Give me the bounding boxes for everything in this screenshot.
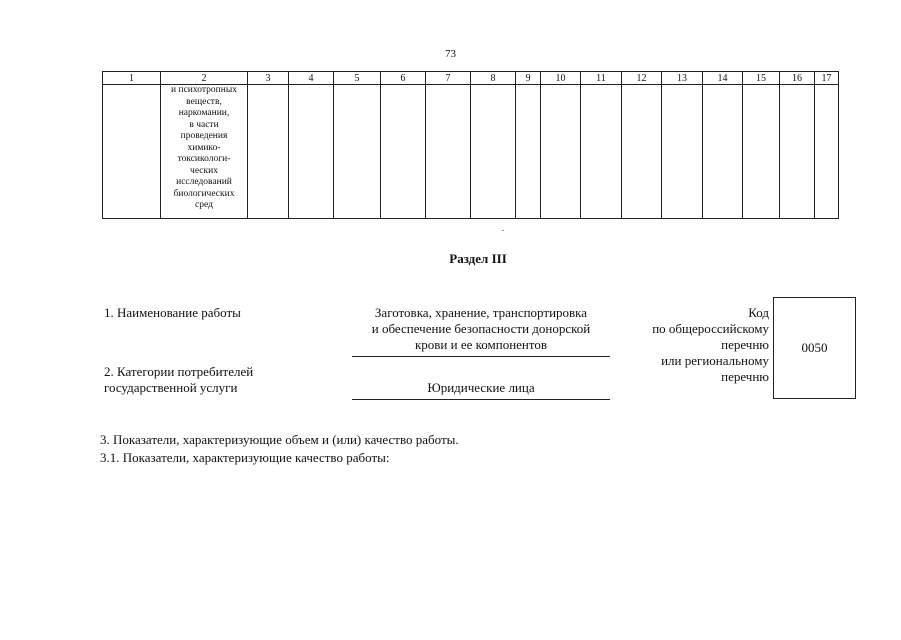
cell-text-line: биологических: [173, 188, 235, 199]
code-label-line: перечню: [721, 337, 769, 352]
table-cell: [248, 85, 289, 219]
table-cell: [815, 85, 839, 219]
cell-text-line: наркомании,: [178, 108, 230, 118]
consumers-value: Юридические лица: [427, 380, 535, 395]
column-header: 12: [622, 72, 662, 85]
table-cell: [103, 85, 161, 219]
cell-text-line: веществ,: [186, 96, 222, 107]
consumers-underline: [352, 399, 610, 400]
column-header: 13: [662, 72, 703, 85]
consumers-label-line: государственной услуги: [104, 380, 238, 395]
table-cell: [541, 85, 581, 219]
table-cell: [471, 85, 516, 219]
cell-text-line: в части: [189, 119, 219, 130]
code-value: 0050: [801, 340, 828, 355]
code-label-line: перечню: [721, 369, 769, 384]
column-header: 17: [815, 72, 839, 85]
column-header: 15: [743, 72, 780, 85]
code-label-line: по общероссийскому: [652, 321, 769, 336]
work-name-line: Заготовка, хранение, транспортировка: [374, 305, 588, 320]
column-header: 9: [516, 72, 541, 85]
column-header: 7: [426, 72, 471, 85]
code-label: [620, 305, 769, 385]
table-cell: [289, 85, 334, 219]
table-cell: [516, 85, 541, 219]
consumers-label-line: 2. Категории потребителей: [104, 364, 254, 379]
table-cell: [581, 85, 622, 219]
table-cell: [662, 85, 703, 219]
work-name-line: крови и ее компонентов: [414, 337, 548, 352]
column-header: 5: [334, 72, 381, 85]
code-box: [773, 297, 856, 399]
cell-text-line: исследований: [176, 177, 232, 187]
work-name-line: и обеспечение безопасности донорской: [371, 321, 591, 336]
column-header: 1: [103, 72, 161, 85]
cell-text-line: ческих: [190, 165, 218, 176]
table-cell: [703, 85, 743, 219]
table-cell: [743, 85, 780, 219]
column-header: 11: [581, 72, 622, 85]
work-name-value: [352, 305, 610, 353]
page-number: 73: [445, 48, 456, 60]
cell-text-line: химико-: [187, 142, 221, 153]
column-header: 14: [703, 72, 743, 85]
column-header: 6: [381, 72, 426, 85]
cell-text-line: проведения: [180, 131, 228, 141]
code-label-line: или региональному: [661, 353, 769, 368]
table-header-row: [103, 72, 839, 85]
table-cell: [426, 85, 471, 219]
code-label-line: Код: [748, 305, 769, 320]
table-cell: [334, 85, 381, 219]
table-cell: [622, 85, 662, 219]
table-cell: [381, 85, 426, 219]
column-header: 16: [780, 72, 815, 85]
column-header: 10: [541, 72, 581, 85]
column-header: 2: [161, 72, 248, 85]
table-cell-description: [161, 85, 248, 219]
work-name-underline: [352, 356, 610, 357]
section-title: Раздел III: [449, 251, 507, 266]
table-row: [103, 85, 839, 219]
table-cell: [780, 85, 815, 219]
cell-text-line: сред: [195, 200, 213, 210]
data-table: [102, 71, 839, 219]
work-name-label: 1. Наименование работы: [104, 305, 241, 320]
scan-speck: [502, 230, 504, 231]
cell-text-line: и психотропных: [171, 85, 237, 95]
consumers-label: [104, 364, 253, 396]
column-header: 8: [471, 72, 516, 85]
column-header: 3: [248, 72, 289, 85]
indicators-heading: 3. Показатели, характеризующие объем и (или) качество работы.: [100, 432, 459, 447]
column-header: 4: [289, 72, 334, 85]
cell-text-line: токсикологи-: [177, 154, 231, 164]
quality-indicators-heading: 3.1. Показатели, характеризующие качество работы:: [100, 450, 390, 465]
